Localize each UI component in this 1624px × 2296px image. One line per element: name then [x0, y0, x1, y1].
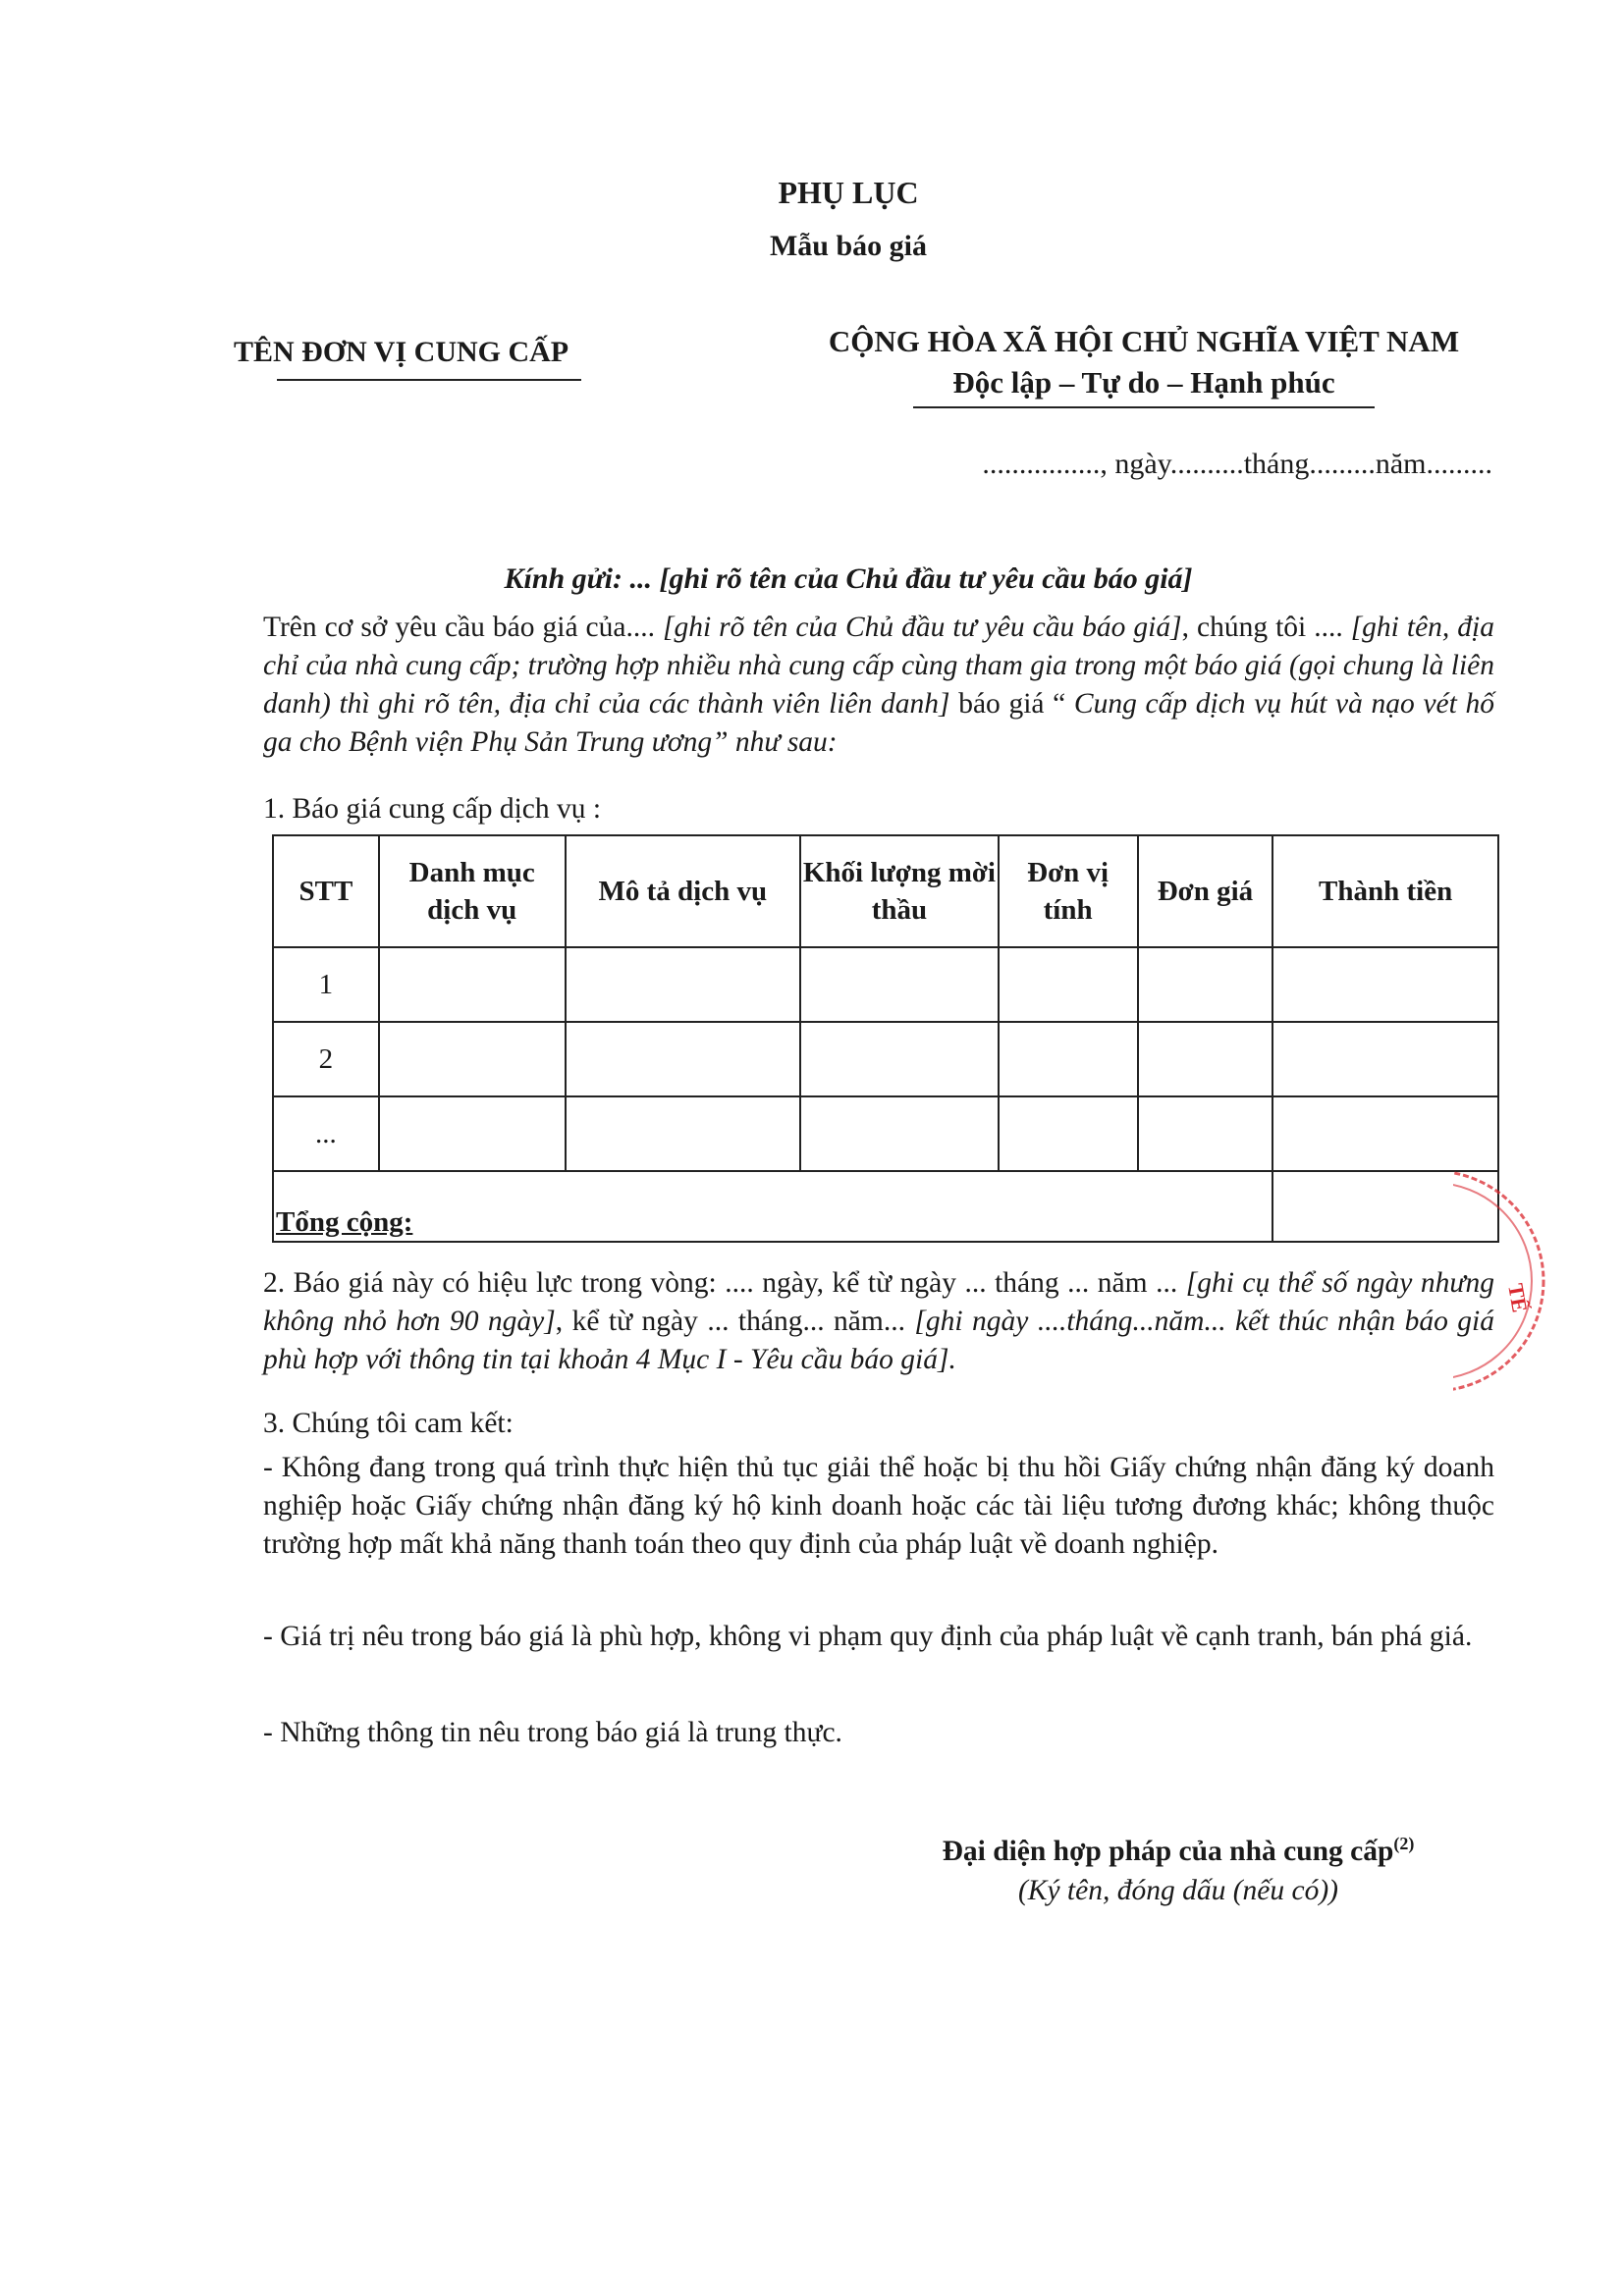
signatory-text: Đại diện hợp pháp của nhà cung cấp: [942, 1835, 1394, 1867]
table-cell: [566, 1096, 801, 1171]
table-cell: [1272, 1096, 1498, 1171]
table-cell: [379, 1096, 566, 1171]
intro-placeholder-1: [ghi rõ tên của Chủ đầu tư yêu cầu báo giá]: [662, 612, 1182, 643]
table-cell: [800, 1022, 999, 1096]
date-line: ................, ngày..........tháng.........năm.........: [982, 448, 1492, 480]
intro-placeholder-2: [ghi tên, địa chỉ của nhà cung cấp; trường hợp nhiều nhà cung cấp cùng tham gia trong một báo giá (gọi chung là liên danh) thì ghi rõ tên, địa chỉ của các thành viên liên danh]: [263, 612, 1494, 720]
table-cell: [1138, 1096, 1273, 1171]
signature-note: (Ký tên, đóng dấu (nếu có)): [1017, 1875, 1339, 1906]
motto-underline: [913, 406, 1375, 408]
section-2-validity: [263, 1264, 1494, 1379]
table-header-row: [273, 835, 1498, 947]
appendix-title: PHỤ LỤC: [778, 175, 919, 210]
total-label: Tổng cộng:: [273, 1171, 1272, 1242]
footnote-mark: (2): [1393, 1834, 1415, 1853]
table-row: [273, 1022, 1498, 1096]
table-cell: [1272, 1022, 1498, 1096]
appendix-subtitle: Mẫu báo giá: [769, 230, 928, 262]
supplier-name: TÊN ĐƠN VỊ CUNG CẤP: [234, 336, 569, 368]
table-cell: [379, 1022, 566, 1096]
validity-text-3: .: [948, 1344, 956, 1375]
commitment-item: - Những thông tin nêu trong báo giá là trung thực.: [263, 1717, 842, 1748]
table-cell: [999, 1022, 1138, 1096]
validity-text-2: , kể từ ngày ... tháng... năm...: [555, 1306, 915, 1337]
row-number: 2: [273, 1022, 379, 1096]
header-cell: STT: [273, 835, 379, 947]
header-cell: Danh mục dịch vụ: [379, 835, 566, 947]
header-cell: Thành tiền: [1272, 835, 1498, 947]
red-stamp-partial: [1453, 1163, 1610, 1399]
header-cell: Khối lượng mời thầu: [800, 835, 999, 947]
table-cell: [800, 947, 999, 1022]
table-cell: [1138, 1022, 1273, 1096]
salutation-prefix: Kính gửi: ...: [504, 562, 660, 595]
table-cell: [566, 1022, 801, 1096]
table-cell: [800, 1096, 999, 1171]
total-row: [273, 1171, 1498, 1242]
commitment-item: - Không đang trong quá trình thực hiện thủ tục giải thể hoặc bị thu hồi Giấy chứng nhận đăng ký doanh nghiệp hoặc Giấy chứng nhận đăng ký hộ kinh doanh hoặc các tài liệu tương đương khác; không thuộc trường hợp mất khả năng thanh toán theo quy định của pháp luật về doanh nghiệp.: [263, 1452, 1494, 1560]
validity-placeholder-2: [ghi ngày ....tháng...năm... kết thúc nhận báo giá phù hợp với thông tin tại khoản 4 Mục I - Yêu cầu báo giá]: [263, 1306, 1494, 1375]
intro-paragraph: [263, 609, 1494, 762]
quote-table: [272, 834, 1499, 1243]
intro-text-1: Trên cơ sở yêu cầu báo giá của....: [263, 612, 663, 643]
header-cell: Mô tả dịch vụ: [566, 835, 801, 947]
table-row: [273, 1096, 1498, 1171]
table-cell: [999, 1096, 1138, 1171]
table-cell: [379, 947, 566, 1022]
section-1-title: 1. Báo giá cung cấp dịch vụ :: [263, 793, 602, 825]
table-cell: [999, 947, 1138, 1022]
validity-text-1: 2. Báo giá này có hiệu lực trong vòng: .... ngày, kể từ ngày ... tháng ... năm ...: [263, 1267, 1186, 1299]
republic-name: CỘNG HÒA XÃ HỘI CHỦ NGHĨA VIỆT NAM: [828, 324, 1460, 358]
section-3-title: 3. Chúng tôi cam kết:: [263, 1408, 514, 1439]
intro-text-2: , chúng tôi ....: [1181, 612, 1351, 643]
supplier-underline: [277, 379, 581, 381]
table-cell: [1272, 947, 1498, 1022]
table-row: [273, 947, 1498, 1022]
table-cell: [566, 947, 801, 1022]
row-number: ...: [273, 1096, 379, 1171]
table-cell: [1138, 947, 1273, 1022]
validity-placeholder-1: [ghi cụ thể số ngày nhưng không nhỏ hơn 90 ngày]: [263, 1267, 1494, 1337]
intro-text-3: báo giá “: [949, 688, 1074, 720]
salutation-placeholder: [ghi rõ tên của Chủ đầu tư yêu cầu báo giá]: [659, 562, 1193, 595]
commitment-item: - Giá trị nêu trong báo giá là phù hợp, không vi phạm quy định của pháp luật về cạnh tranh, bán phá giá.: [263, 1621, 1473, 1652]
header-cell: Đơn giá: [1138, 835, 1273, 947]
row-number: 1: [273, 947, 379, 1022]
stamp-text: TẾ: [1503, 1281, 1533, 1314]
stamp-icon: [1453, 1163, 1610, 1399]
salutation: [36, 562, 1624, 596]
intro-placeholder-3: Cung cấp dịch vụ hút và nạo vét hố ga cho Bệnh viện Phụ Sản Trung ương” như sau:: [263, 688, 1495, 758]
header-cell: Đơn vị tính: [999, 835, 1138, 947]
national-motto: Độc lập – Tự do – Hạnh phúc: [952, 365, 1335, 400]
signatory-title: [785, 1834, 1571, 1868]
